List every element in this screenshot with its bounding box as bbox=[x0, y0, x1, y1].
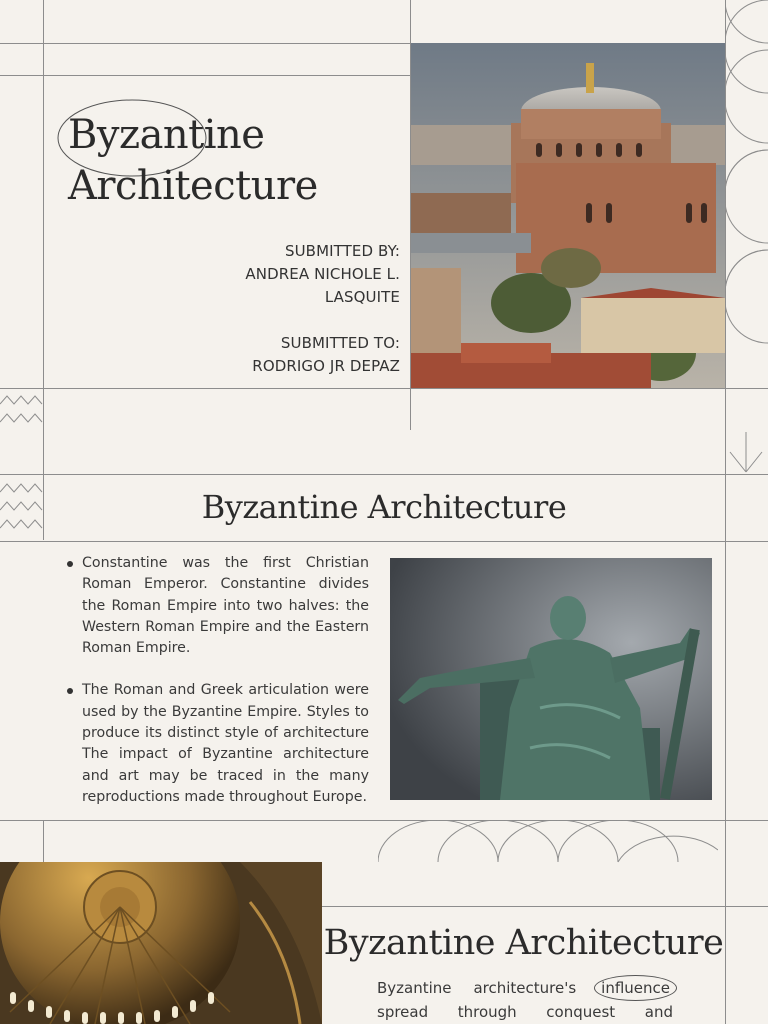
section3-heading: Byzantine Architecture bbox=[323, 923, 724, 963]
section-heading: Byzantine Architecture bbox=[201, 488, 567, 526]
paragraph-text bbox=[377, 976, 673, 1024]
submitted-by-label: SUBMITTED BY: bbox=[284, 242, 400, 260]
cover-title-line1: Byzantine bbox=[68, 112, 265, 158]
grid-line-row2 bbox=[0, 474, 768, 475]
decorative-arcs-right bbox=[725, 0, 768, 390]
paragraph-text-end: spread through conquest and bbox=[377, 1003, 673, 1021]
grid-line-row5 bbox=[322, 906, 768, 907]
cover-title-line2: Architecture bbox=[68, 163, 318, 209]
decorative-arch-row bbox=[378, 820, 718, 864]
grid-line-left bbox=[43, 0, 44, 540]
list-item: Constantine was the first Christian Roman Emperor. Constantine divides the Roman Empire into two halves: the Western Roman Empire and the Eastern Roman Empire. bbox=[62, 553, 369, 659]
submission-info bbox=[170, 240, 400, 378]
zigzag-decoration-1 bbox=[0, 394, 43, 434]
instructor-name: RODRIGO JR DEPAZ bbox=[252, 357, 400, 375]
paragraph-text-start: Byzantine architecture's bbox=[377, 979, 577, 997]
grid-line-top-2 bbox=[0, 75, 410, 76]
circled-word: influence bbox=[594, 975, 677, 1001]
list-item: The Roman and Greek articulation were used by the Byzantine Empire. Styles to produce its distinct style of architecture The impact of Byzantine architecture and art may be traced in the many reproductions made throughout Europe. bbox=[62, 680, 369, 808]
grid-line-top bbox=[0, 43, 410, 44]
submitted-to-label: SUBMITTED TO: bbox=[280, 334, 400, 352]
grid-line-row3 bbox=[0, 541, 768, 542]
bullet-list bbox=[62, 553, 369, 829]
constantine-statue-photo bbox=[390, 558, 712, 800]
arrow-down-icon bbox=[728, 430, 764, 474]
author-name-line1: ANDREA NICHOLE L. bbox=[245, 265, 400, 283]
grid-line-row1 bbox=[0, 388, 768, 389]
grid-line-left-bottom bbox=[43, 820, 44, 862]
dome-interior-photo bbox=[0, 862, 322, 1024]
author-name-line2: LASQUITE bbox=[324, 288, 400, 306]
church-photo bbox=[411, 43, 725, 388]
